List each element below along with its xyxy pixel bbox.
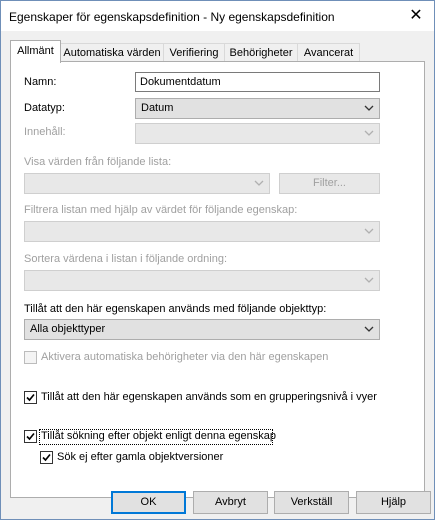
ok-button[interactable]: OK [111,491,186,514]
chevron-down-icon [362,99,376,118]
tab-advanced[interactable]: Avancerat [297,43,360,62]
filter-list-label: Filtrera listan med hjälp av värdet för följande egenskap: [24,204,298,216]
tab-automatic-values[interactable]: Automatiska värden [60,43,164,62]
apply-button[interactable]: Verkställ [274,491,349,514]
dialog-body [1,31,434,519]
chevron-down-icon [362,271,376,290]
grouping-checkbox[interactable] [24,391,37,404]
sort-label: Sortera värdena i listan i följande ordning: [24,253,228,265]
name-field[interactable]: Dokumentdatum [135,72,380,92]
objtype-label: Tillåt att den här egenskapen används med följande objekttyp: [24,303,327,315]
name-label: Namn: [24,76,57,88]
content-dropdown [135,123,380,144]
objtype-dropdown[interactable]: Alla objekttyper [24,319,380,340]
filter-button: Filter... [279,173,380,194]
list-label: Visa värden från följande lista: [24,156,172,168]
list-dropdown [24,173,270,194]
search-checkbox[interactable] [24,430,37,443]
tab-permissions[interactable]: Behörigheter [224,43,298,62]
auto-permissions-label: Aktivera automatiska behörigheter via den här egenskapen [41,351,329,363]
help-button[interactable]: Hjälp [356,491,431,514]
search-label[interactable]: Tillåt sökning efter objekt enligt denna egenskap [41,430,277,442]
old-versions-checkbox[interactable] [40,451,53,464]
checkmark-icon [25,392,36,403]
grouping-label[interactable]: Tillåt att den här egenskapen används som en grupperingsnivå i vyer [41,391,377,403]
cancel-button[interactable]: Avbryt [193,491,268,514]
chevron-down-icon [362,222,376,241]
datatype-dropdown[interactable]: Datum [135,98,380,119]
datatype-label: Datatyp: [24,102,65,114]
checkmark-icon [41,452,52,463]
tab-general[interactable]: Allmänt [10,40,61,63]
content-label: Innehåll: [24,126,66,138]
chevron-down-icon [252,174,266,193]
title-bar[interactable] [1,1,434,31]
filter-list-dropdown [24,221,380,242]
old-versions-label[interactable]: Sök ej efter gamla objektversioner [57,451,224,463]
chevron-down-icon [362,320,376,339]
close-icon[interactable]: ✕ [409,7,423,24]
checkmark-icon [25,431,36,442]
window-title: Egenskaper för egenskapsdefinition - Ny egenskapsdefinition [9,10,335,24]
chevron-down-icon [362,124,376,143]
general-panel [10,61,425,498]
tab-validation[interactable]: Verifiering [163,43,225,62]
auto-permissions-checkbox [24,351,37,364]
sort-dropdown [24,270,380,291]
